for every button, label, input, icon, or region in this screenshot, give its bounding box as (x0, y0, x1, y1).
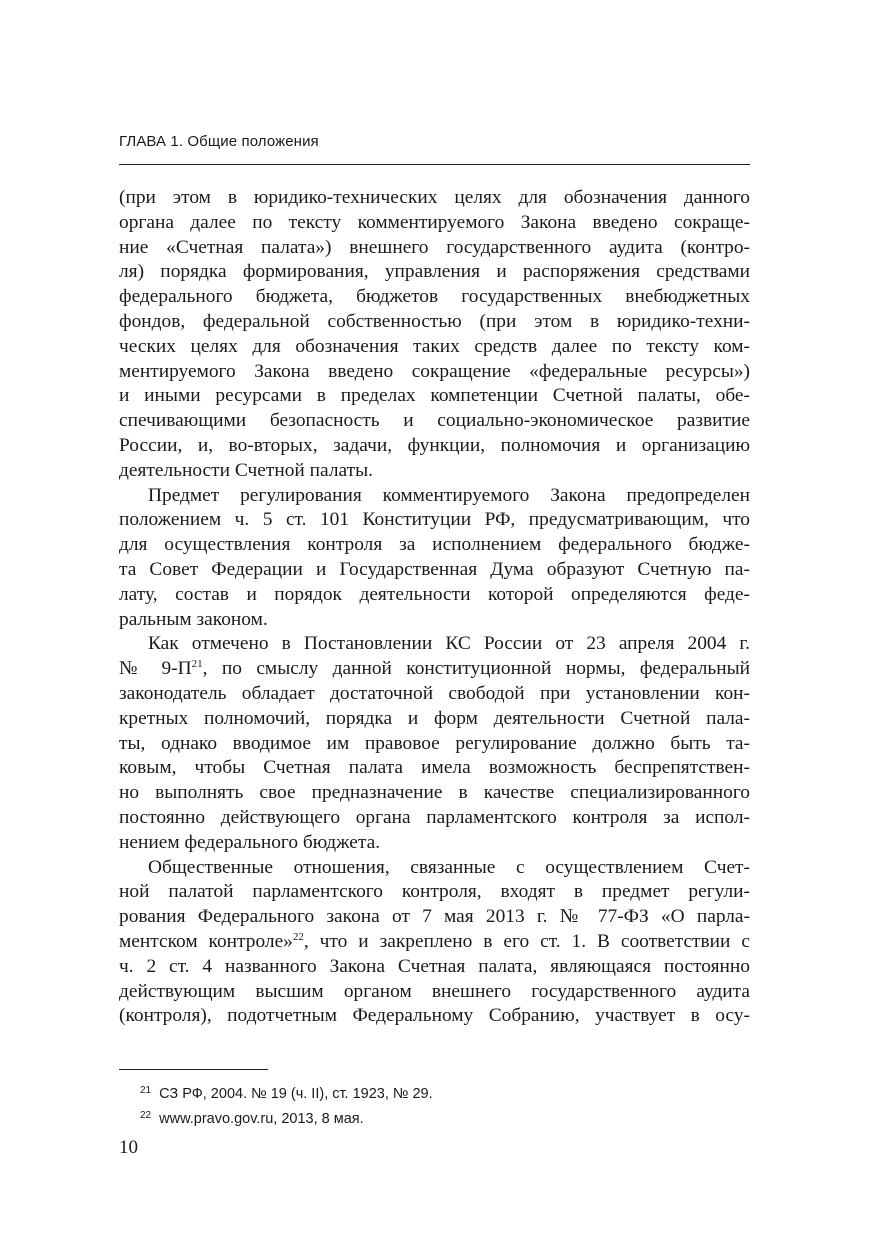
text-line: федерального бюджета, бюджетов государственных внебюджетных (119, 286, 750, 308)
text-line: ментируемого Закона введено сокращение «федеральные ресурсы») (119, 360, 750, 382)
text-fragment: ментском контроле» (119, 930, 293, 952)
text-fragment: № 9-П (119, 658, 192, 680)
text-line: ральным законом. (119, 608, 268, 630)
footnote-text: СЗ РФ, 2004. № 19 (ч. II), ст. 1923, № 29. (159, 1086, 433, 1102)
text-line: Предмет регулирования комментируемого Закона предопределен (148, 484, 750, 506)
footnote-ref: 21 (191, 658, 203, 671)
text-line: ля) порядка формирования, управления и распоряжения средствами (119, 261, 750, 283)
text-line: фондов, федеральной собственностью (при этом в юридико-техни- (119, 310, 750, 332)
text-line: России, и, во-вторых, задачи, функции, полномочия и организацию (119, 434, 750, 456)
text-line: ние «Счетная палата») внешнего государственного аудита (контро- (119, 236, 750, 258)
text-line: но выполнять свое предназначение в качестве специализированного (119, 782, 750, 804)
text-line: действующим высшим органом внешнего государственного аудита (119, 980, 750, 1002)
text-line: нением федерального бюджета. (119, 831, 381, 853)
text-line: ковым, чтобы Счетная палата имела возможность беспрепятствен- (119, 757, 750, 779)
paragraph-4 (119, 856, 750, 1030)
text-line: Как отмечено в Постановлении КС России от 23 апреля 2004 г. (148, 633, 750, 655)
header-rule (119, 164, 750, 165)
footnote-21 (140, 1080, 433, 1105)
text-line: законодатель обладает достаточной свободой при установлении кон- (119, 682, 750, 704)
text-line: кретных полномочий, порядка и форм деятельности Счетной пала- (119, 707, 750, 729)
text-line: спечивающими безопасность и социально-экономическое развитие (119, 410, 750, 432)
text-line: ты, однако вводимое им правовое регулирование должно быть та- (119, 732, 750, 754)
footnote-number: 22 (140, 1110, 152, 1121)
text-line: рования Федерального закона от 7 мая 2013 г. № 77-ФЗ «О парла- (119, 906, 750, 928)
text-line: положением ч. 5 ст. 101 Конституции РФ, предусматривающим, что (119, 509, 750, 531)
text-line: и иными ресурсами в пределах компетенции Счетной палаты, обе- (119, 385, 750, 407)
running-head: ГЛАВА 1. Общие положения (119, 133, 319, 150)
text-fragment: , что и закреплено в его ст. 1. В соответствии с (303, 930, 750, 952)
text-line: органа далее по тексту комментируемого Закона введено сокраще- (119, 211, 750, 233)
text-line: ной палатой парламентского контроля, входят в предмет регули- (119, 881, 750, 903)
text-line: постоянно действующего органа парламентского контроля за испол- (119, 806, 750, 828)
paragraph-1 (119, 186, 750, 484)
page-number: 10 (119, 1137, 138, 1158)
text-line: ческих целях для обозначения таких средств далее по тексту ком- (119, 335, 750, 357)
text-line: для осуществления контроля за исполнением федерального бюдже- (119, 534, 750, 556)
text-line: Общественные отношения, связанные с осуществлением Счет- (148, 856, 750, 878)
text-line-with-footnote (119, 657, 750, 682)
paragraph-3 (119, 632, 750, 855)
text-line: (при этом в юридико-технических целях для обозначения данного (119, 187, 750, 208)
text-line: та Совет Федерации и Государственная Дума образуют Счетную па- (119, 558, 750, 580)
footnote-rule (119, 1069, 268, 1070)
body-text (119, 186, 750, 1029)
text-line: ч. 2 ст. 4 названного Закона Счетная палата, являющаяся постоянно (119, 955, 750, 977)
footnotes (140, 1080, 433, 1130)
footnote-text: www.pravo.gov.ru, 2013, 8 мая. (159, 1111, 364, 1127)
text-line: лату, состав и порядок деятельности которой определяются феде- (119, 583, 750, 605)
paragraph-2 (119, 484, 750, 633)
text-line: деятельности Счетной палаты. (119, 459, 373, 481)
text-line-with-footnote (119, 930, 750, 955)
footnote-22 (140, 1105, 433, 1130)
text-line: (контроля), подотчетным Федеральному Собранию, участвует в осу- (119, 1005, 750, 1027)
text-fragment: , по смыслу данной конституционной нормы, федеральный (202, 658, 751, 680)
footnote-ref: 22 (292, 930, 304, 943)
footnote-number: 21 (140, 1085, 152, 1096)
